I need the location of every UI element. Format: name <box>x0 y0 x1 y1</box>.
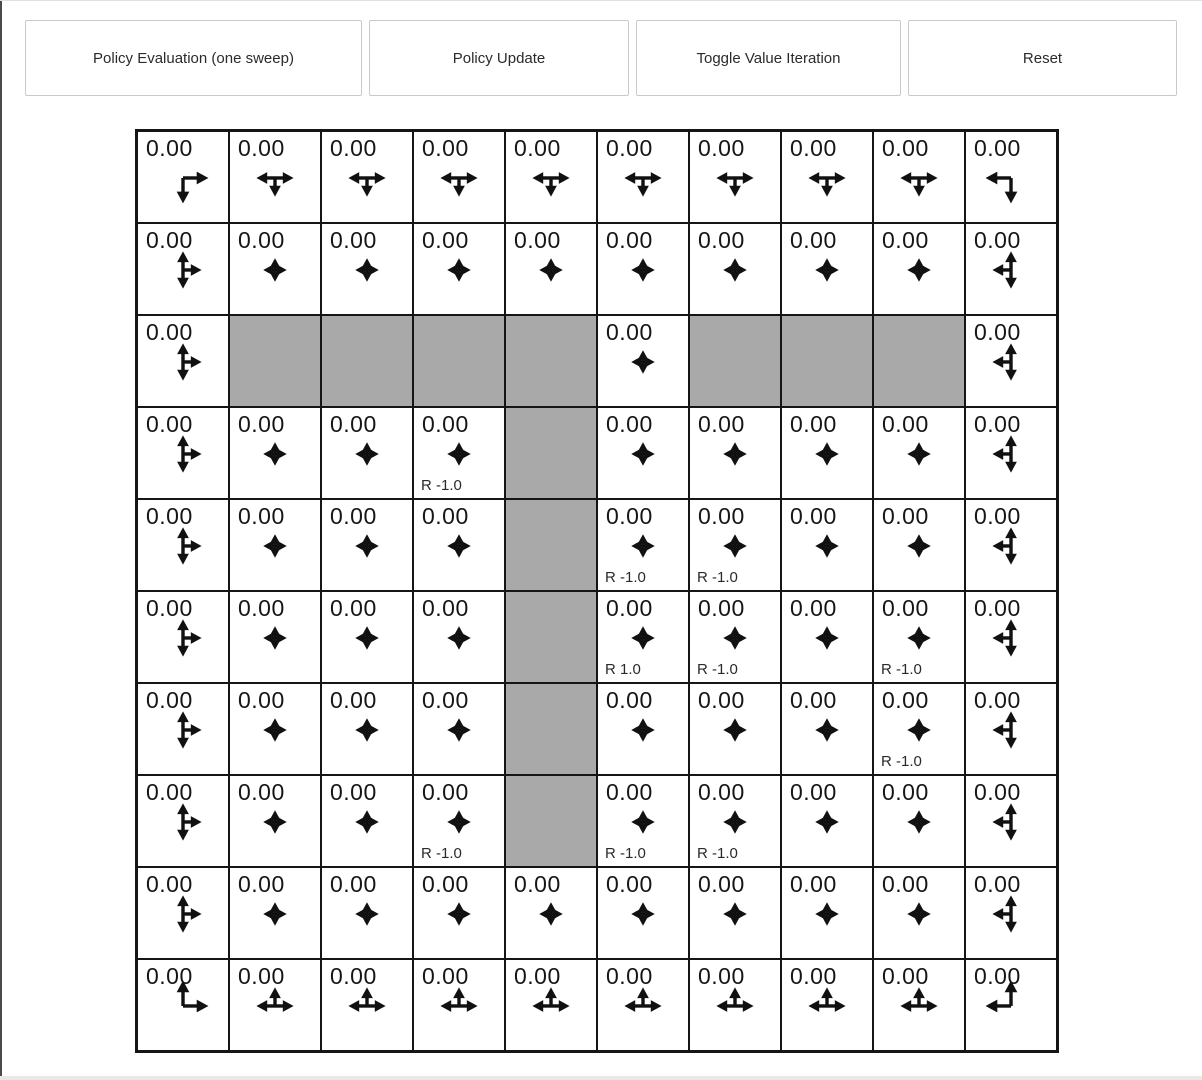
wall-cell-7-4[interactable] <box>505 775 597 867</box>
state-value: 0.00 <box>974 135 1021 161</box>
state-value: 0.00 <box>790 963 837 989</box>
state-value: 0.00 <box>606 963 653 989</box>
state-value: 0.00 <box>974 779 1021 805</box>
state-value: 0.00 <box>606 411 653 437</box>
state-value: 0.00 <box>422 411 469 437</box>
state-value: 0.00 <box>698 779 745 805</box>
grid-cell-8-3[interactable] <box>413 867 505 959</box>
grid-cell-4-1[interactable] <box>229 499 321 591</box>
state-value: 0.00 <box>790 595 837 621</box>
toggle-value-iteration-button[interactable]: Toggle Value Iteration <box>636 20 901 96</box>
state-value: 0.00 <box>882 135 929 161</box>
grid-cell-4-7[interactable] <box>781 499 873 591</box>
state-value: 0.00 <box>882 595 929 621</box>
grid-cell-8-9[interactable] <box>965 867 1057 959</box>
state-value: 0.00 <box>146 319 193 345</box>
state-value: 0.00 <box>790 687 837 713</box>
grid-cell-5-7[interactable] <box>781 591 873 683</box>
state-value: 0.00 <box>606 227 653 253</box>
wall-cell-2-3[interactable] <box>413 315 505 407</box>
state-value: 0.00 <box>974 871 1021 897</box>
grid-cell-7-6[interactable] <box>689 775 781 867</box>
state-value: 0.00 <box>146 595 193 621</box>
state-value: 0.00 <box>790 503 837 529</box>
window-left-edge <box>0 0 2 1080</box>
grid-cell-4-0[interactable] <box>137 499 229 591</box>
state-value: 0.00 <box>606 779 653 805</box>
state-value: 0.00 <box>606 135 653 161</box>
state-value: 0.00 <box>514 963 561 989</box>
grid-cell-7-9[interactable] <box>965 775 1057 867</box>
reward-label: R -1.0 <box>881 661 922 678</box>
state-value: 0.00 <box>146 871 193 897</box>
state-value: 0.00 <box>606 687 653 713</box>
state-value: 0.00 <box>146 503 193 529</box>
state-value: 0.00 <box>882 687 929 713</box>
reward-label: R -1.0 <box>697 661 738 678</box>
state-value: 0.00 <box>606 503 653 529</box>
reset-button[interactable]: Reset <box>908 20 1177 96</box>
state-value: 0.00 <box>238 687 285 713</box>
wall-cell-2-2[interactable] <box>321 315 413 407</box>
state-value: 0.00 <box>974 227 1021 253</box>
grid-cell-7-1[interactable] <box>229 775 321 867</box>
grid-cell-8-5[interactable] <box>597 867 689 959</box>
wall-cell-6-4[interactable] <box>505 683 597 775</box>
state-value: 0.00 <box>514 135 561 161</box>
state-value: 0.00 <box>790 871 837 897</box>
state-value: 0.00 <box>330 871 377 897</box>
state-value: 0.00 <box>606 595 653 621</box>
state-value: 0.00 <box>974 319 1021 345</box>
grid-cell-0-3[interactable] <box>413 131 505 223</box>
grid-cell-3-1[interactable] <box>229 407 321 499</box>
state-value: 0.00 <box>882 871 929 897</box>
grid-cell-8-7[interactable] <box>781 867 873 959</box>
state-value: 0.00 <box>330 503 377 529</box>
gridworld-board <box>135 129 1059 1053</box>
grid-cell-9-5[interactable] <box>597 959 689 1051</box>
state-value: 0.00 <box>422 227 469 253</box>
grid-cell-7-2[interactable] <box>321 775 413 867</box>
policy-update-button[interactable]: Policy Update <box>369 20 629 96</box>
state-value: 0.00 <box>790 779 837 805</box>
window-bottom-edge <box>0 1076 1202 1080</box>
grid-cell-2-5[interactable] <box>597 315 689 407</box>
grid-cell-1-9[interactable] <box>965 223 1057 315</box>
grid-cell-8-0[interactable] <box>137 867 229 959</box>
state-value: 0.00 <box>974 963 1021 989</box>
state-value: 0.00 <box>422 871 469 897</box>
grid-cell-3-3[interactable] <box>413 407 505 499</box>
state-value: 0.00 <box>882 227 929 253</box>
state-value: 0.00 <box>422 963 469 989</box>
grid-cell-8-1[interactable] <box>229 867 321 959</box>
grid-cell-0-8[interactable] <box>873 131 965 223</box>
grid-cell-5-1[interactable] <box>229 591 321 683</box>
grid-cell-3-0[interactable] <box>137 407 229 499</box>
grid-cell-3-5[interactable] <box>597 407 689 499</box>
grid-cell-9-1[interactable] <box>229 959 321 1051</box>
grid-cell-3-7[interactable] <box>781 407 873 499</box>
grid-cell-4-8[interactable] <box>873 499 965 591</box>
grid-cell-0-7[interactable] <box>781 131 873 223</box>
state-value: 0.00 <box>146 227 193 253</box>
state-value: 0.00 <box>514 871 561 897</box>
grid-cell-1-0[interactable] <box>137 223 229 315</box>
grid-cell-9-0[interactable] <box>137 959 229 1051</box>
reward-label: R -1.0 <box>421 845 462 862</box>
grid-cell-8-8[interactable] <box>873 867 965 959</box>
grid-cell-1-6[interactable] <box>689 223 781 315</box>
state-value: 0.00 <box>146 687 193 713</box>
reward-label: R 1.0 <box>605 661 641 678</box>
state-value: 0.00 <box>146 779 193 805</box>
state-value: 0.00 <box>698 871 745 897</box>
state-value: 0.00 <box>606 871 653 897</box>
state-value: 0.00 <box>238 135 285 161</box>
grid-cell-1-4[interactable] <box>505 223 597 315</box>
state-value: 0.00 <box>698 503 745 529</box>
grid-cell-0-9[interactable] <box>965 131 1057 223</box>
reward-label: R -1.0 <box>697 845 738 862</box>
state-value: 0.00 <box>974 503 1021 529</box>
state-value: 0.00 <box>974 595 1021 621</box>
grid-cell-1-7[interactable] <box>781 223 873 315</box>
state-value: 0.00 <box>238 779 285 805</box>
wall-cell-4-4[interactable] <box>505 499 597 591</box>
grid-cell-7-5[interactable] <box>597 775 689 867</box>
state-value: 0.00 <box>330 595 377 621</box>
grid-cell-9-6[interactable] <box>689 959 781 1051</box>
grid-cell-5-0[interactable] <box>137 591 229 683</box>
wall-cell-2-7[interactable] <box>781 315 873 407</box>
grid-cell-5-9[interactable] <box>965 591 1057 683</box>
state-value: 0.00 <box>422 595 469 621</box>
grid-cell-0-1[interactable] <box>229 131 321 223</box>
state-value: 0.00 <box>790 227 837 253</box>
grid-cell-1-2[interactable] <box>321 223 413 315</box>
state-value: 0.00 <box>698 227 745 253</box>
state-value: 0.00 <box>698 411 745 437</box>
state-value: 0.00 <box>422 503 469 529</box>
state-value: 0.00 <box>330 963 377 989</box>
state-value: 0.00 <box>790 411 837 437</box>
state-value: 0.00 <box>422 687 469 713</box>
state-value: 0.00 <box>238 227 285 253</box>
grid-cell-0-0[interactable] <box>137 131 229 223</box>
policy-evaluation-button[interactable]: Policy Evaluation (one sweep) <box>25 20 362 96</box>
grid-cell-5-8[interactable] <box>873 591 965 683</box>
state-value: 0.00 <box>422 779 469 805</box>
grid-cell-9-7[interactable] <box>781 959 873 1051</box>
grid-cell-4-3[interactable] <box>413 499 505 591</box>
grid-cell-2-0[interactable] <box>137 315 229 407</box>
grid-cell-9-3[interactable] <box>413 959 505 1051</box>
grid-cell-4-5[interactable] <box>597 499 689 591</box>
state-value: 0.00 <box>146 135 193 161</box>
grid-cell-1-3[interactable] <box>413 223 505 315</box>
grid-cell-8-6[interactable] <box>689 867 781 959</box>
grid-cell-7-3[interactable] <box>413 775 505 867</box>
state-value: 0.00 <box>330 135 377 161</box>
grid-cell-3-2[interactable] <box>321 407 413 499</box>
grid-cell-2-9[interactable] <box>965 315 1057 407</box>
state-value: 0.00 <box>330 779 377 805</box>
state-value: 0.00 <box>698 595 745 621</box>
grid-cell-0-6[interactable] <box>689 131 781 223</box>
state-value: 0.00 <box>238 411 285 437</box>
wall-cell-2-6[interactable] <box>689 315 781 407</box>
state-value: 0.00 <box>514 227 561 253</box>
state-value: 0.00 <box>882 779 929 805</box>
reward-label: R -1.0 <box>421 477 462 494</box>
grid-cell-5-3[interactable] <box>413 591 505 683</box>
grid-cell-6-7[interactable] <box>781 683 873 775</box>
state-value: 0.00 <box>974 687 1021 713</box>
grid-cell-3-6[interactable] <box>689 407 781 499</box>
grid-cell-7-8[interactable] <box>873 775 965 867</box>
state-value: 0.00 <box>882 503 929 529</box>
state-value: 0.00 <box>330 411 377 437</box>
state-value: 0.00 <box>146 963 193 989</box>
state-value: 0.00 <box>238 963 285 989</box>
grid-cell-9-4[interactable] <box>505 959 597 1051</box>
grid-cell-1-8[interactable] <box>873 223 965 315</box>
state-value: 0.00 <box>606 319 653 345</box>
state-value: 0.00 <box>790 135 837 161</box>
reward-label: R -1.0 <box>881 753 922 770</box>
grid-cell-6-1[interactable] <box>229 683 321 775</box>
wall-cell-3-4[interactable] <box>505 407 597 499</box>
grid-cell-0-5[interactable] <box>597 131 689 223</box>
wall-cell-2-4[interactable] <box>505 315 597 407</box>
wall-cell-2-1[interactable] <box>229 315 321 407</box>
grid-cell-4-2[interactable] <box>321 499 413 591</box>
grid-cell-3-8[interactable] <box>873 407 965 499</box>
wall-cell-5-4[interactable] <box>505 591 597 683</box>
state-value: 0.00 <box>974 411 1021 437</box>
reward-label: R -1.0 <box>697 569 738 586</box>
state-value: 0.00 <box>330 227 377 253</box>
grid-cell-9-2[interactable] <box>321 959 413 1051</box>
state-value: 0.00 <box>698 963 745 989</box>
grid-cell-9-9[interactable] <box>965 959 1057 1051</box>
window-top-edge <box>0 0 1202 1</box>
grid-cell-8-4[interactable] <box>505 867 597 959</box>
grid-cell-6-8[interactable] <box>873 683 965 775</box>
wall-cell-2-8[interactable] <box>873 315 965 407</box>
grid-cell-7-0[interactable] <box>137 775 229 867</box>
grid-cell-5-2[interactable] <box>321 591 413 683</box>
grid-cell-5-6[interactable] <box>689 591 781 683</box>
grid-cell-0-2[interactable] <box>321 131 413 223</box>
state-value: 0.00 <box>698 135 745 161</box>
grid-cell-8-2[interactable] <box>321 867 413 959</box>
grid-cell-7-7[interactable] <box>781 775 873 867</box>
grid-cell-1-1[interactable] <box>229 223 321 315</box>
grid-cell-9-8[interactable] <box>873 959 965 1051</box>
grid-cell-6-5[interactable] <box>597 683 689 775</box>
grid-cell-5-5[interactable] <box>597 591 689 683</box>
grid-cell-6-3[interactable] <box>413 683 505 775</box>
grid-cell-0-4[interactable] <box>505 131 597 223</box>
grid-cell-6-9[interactable] <box>965 683 1057 775</box>
state-value: 0.00 <box>882 411 929 437</box>
grid-cell-4-6[interactable] <box>689 499 781 591</box>
state-value: 0.00 <box>238 871 285 897</box>
state-value: 0.00 <box>238 595 285 621</box>
reward-label: R -1.0 <box>605 845 646 862</box>
state-value: 0.00 <box>238 503 285 529</box>
state-value: 0.00 <box>422 135 469 161</box>
state-value: 0.00 <box>146 411 193 437</box>
grid-cell-6-6[interactable] <box>689 683 781 775</box>
state-value: 0.00 <box>698 687 745 713</box>
grid-cell-6-0[interactable] <box>137 683 229 775</box>
state-value: 0.00 <box>330 687 377 713</box>
grid-cell-1-5[interactable] <box>597 223 689 315</box>
state-value: 0.00 <box>882 963 929 989</box>
toolbar <box>25 20 1177 96</box>
grid-cell-6-2[interactable] <box>321 683 413 775</box>
grid-cell-4-9[interactable] <box>965 499 1057 591</box>
reward-label: R -1.0 <box>605 569 646 586</box>
grid-cell-3-9[interactable] <box>965 407 1057 499</box>
